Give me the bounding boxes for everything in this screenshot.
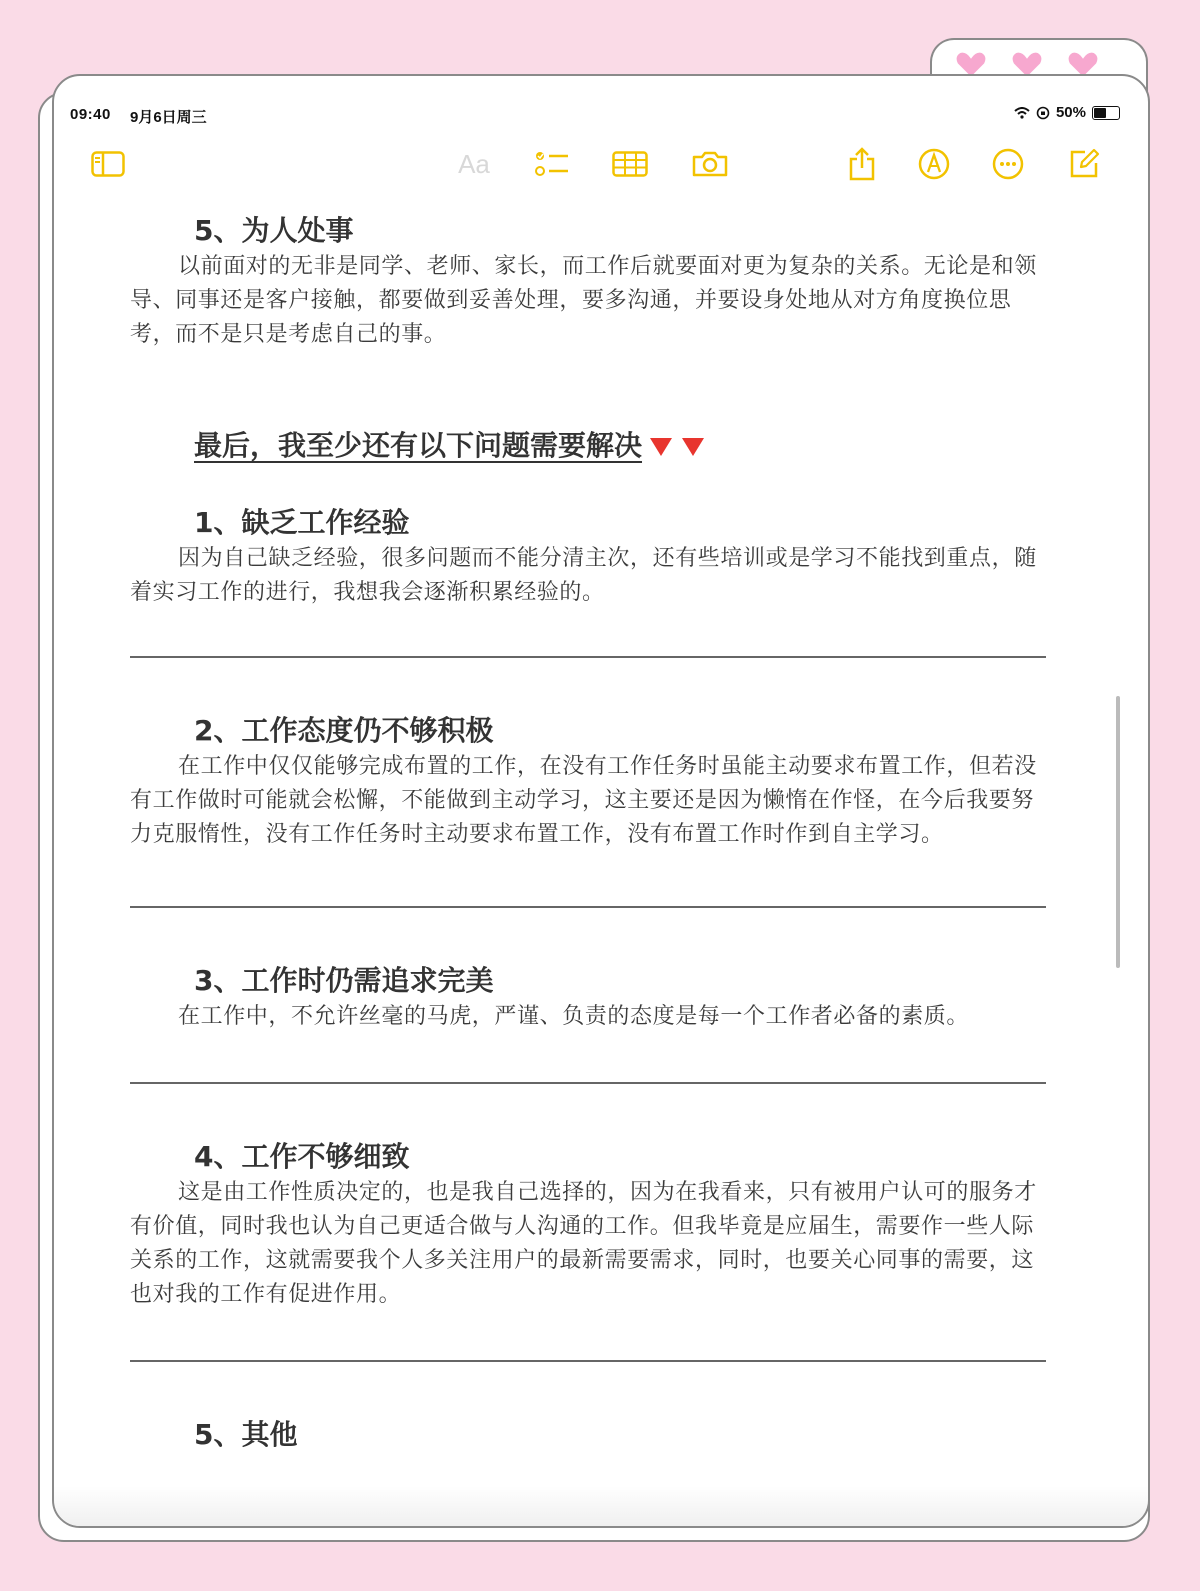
camera-icon [691, 150, 729, 178]
compose-icon [1068, 148, 1100, 180]
battery-percent: 50% [1055, 104, 1086, 121]
share-icon [848, 147, 876, 181]
orientation-lock-icon [1036, 106, 1050, 120]
issue-heading: 3、工作时仍需追求完美 [194, 964, 494, 997]
issue-paragraph: 在工作中仅仅能够完成布置的工作，在没有工作任务时虽能主动要求布置工作，但若没有工作做时可能就会松懈，不能做到主动学习，这主要还是因为懒惰在作怪，在今后我要努力克服惰性，没有工作任务时主动要求布置工作，没有布置工作时作到自主学习。 [130, 754, 1037, 847]
more-button[interactable] [988, 144, 1028, 184]
red-triangle-icon [680, 436, 706, 458]
table-icon [612, 151, 648, 177]
battery-level [1094, 108, 1106, 118]
notes-toolbar [54, 136, 1148, 186]
issue-paragraph: 因为自己缺乏经验，很多问题而不能分清主次，还有些培训或是学习不能找到重点，随着实习工作的进行，我想我会逐渐积累经验的。 [130, 546, 1037, 605]
status-indicators [1014, 104, 1120, 121]
issue-heading: 2、工作态度仍不够积极 [194, 714, 494, 747]
red-triangle-icon [648, 436, 674, 458]
summary-title-text: 最后，我至少还有以下问题需要解决 [194, 429, 643, 462]
sidebar-icon [91, 151, 125, 177]
more-icon [992, 148, 1024, 180]
status-date: 9月6日周三 [130, 109, 207, 126]
markup-icon [918, 148, 950, 180]
notes-window [52, 74, 1150, 1528]
note-body[interactable] [130, 212, 1050, 1454]
share-button[interactable] [842, 144, 882, 184]
compose-button[interactable] [1064, 144, 1104, 184]
issue-heading: 1、缺乏工作经验 [194, 506, 410, 539]
bottom-fade [54, 1486, 1148, 1526]
status-time: 09:40 [70, 106, 111, 123]
section-heading: 5、为人处事 [194, 214, 354, 247]
sidebar-toggle-button[interactable] [88, 144, 128, 184]
wifi-icon [1014, 107, 1030, 119]
markup-button[interactable] [914, 144, 954, 184]
checklist-button[interactable] [532, 144, 572, 184]
checklist-icon [535, 150, 569, 178]
table-button[interactable] [610, 144, 650, 184]
battery-icon [1092, 106, 1120, 120]
section-paragraph: 以前面对的无非是同学、老师、家长，而工作后就要面对更为复杂的关系。无论是和领导、同事还是客户接触，都要做到妥善处理，要多沟通，并要设身处地从对方角度换位思考，而不是只是考虑自己的事。 [130, 254, 1037, 347]
summary-title [130, 426, 1050, 466]
format-button[interactable]: Aa [458, 148, 490, 179]
issue-heading: 5、其他 [194, 1418, 298, 1451]
issue-heading: 4、工作不够细致 [194, 1140, 410, 1173]
scroll-indicator[interactable] [1116, 696, 1120, 968]
issue-paragraph: 这是由工作性质决定的，也是我自己选择的，因为在我看来，只有被用户认可的服务才有价值，同时我也认为自己更适合做与人沟通的工作。但我毕竟是应届生，需要作一些人际关系的工作，这就需要我个人多关注用户的最新需要需求，同时，也要关心同事的需要，这也对我的工作有促进作用。 [130, 1180, 1037, 1307]
issue-paragraph: 在工作中，不允许丝毫的马虎，严谨、负责的态度是每一个工作者必备的素质。 [178, 1004, 970, 1029]
camera-button[interactable] [690, 144, 730, 184]
status-bar [54, 76, 1148, 126]
